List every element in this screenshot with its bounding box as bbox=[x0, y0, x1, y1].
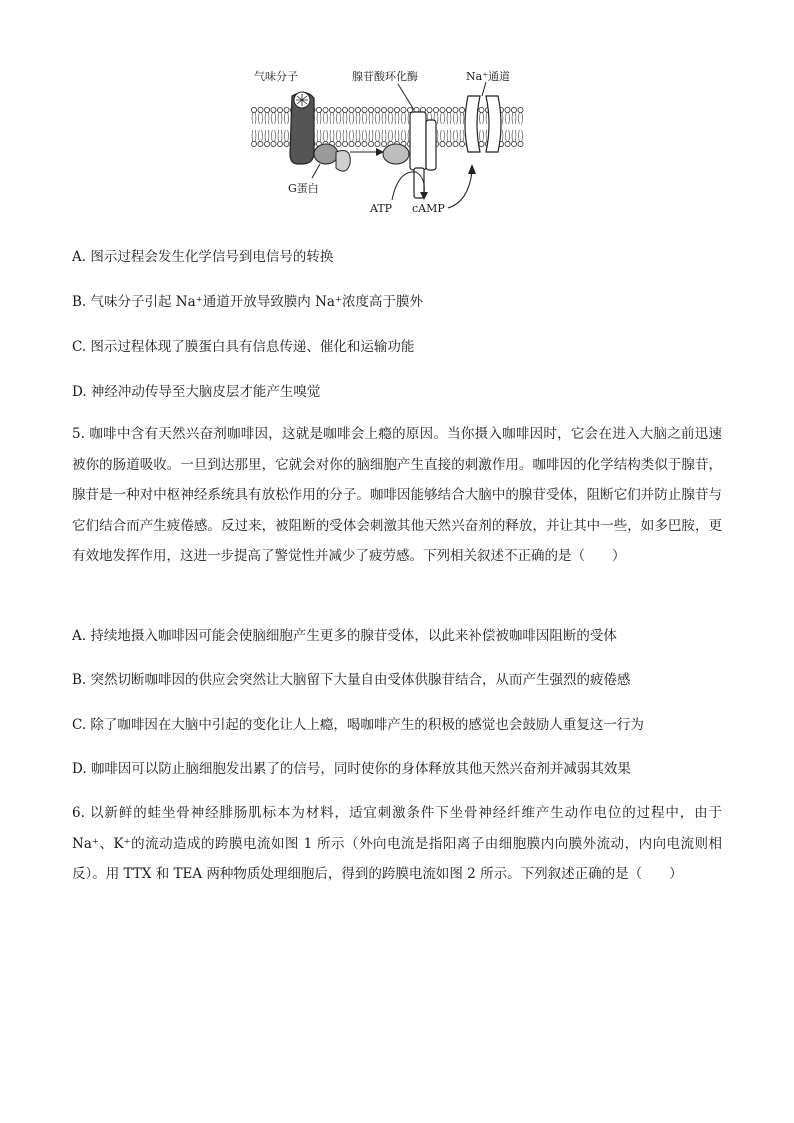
lipid-tail bbox=[463, 113, 464, 124]
lipid-tail bbox=[512, 113, 513, 124]
cyclase-leader bbox=[398, 84, 414, 110]
lipid-tail bbox=[460, 113, 461, 124]
lipid-tail bbox=[457, 130, 458, 141]
lipid-tail bbox=[275, 130, 276, 141]
lipid-head bbox=[453, 107, 458, 112]
g-protein-alpha-active bbox=[383, 144, 409, 164]
lipid-tail bbox=[441, 113, 442, 124]
lipid-tail bbox=[330, 130, 331, 141]
membrane-diagram bbox=[240, 60, 530, 220]
lipid-tail bbox=[402, 130, 403, 141]
g-protein-subunit-alpha bbox=[314, 144, 338, 164]
lipid-tail bbox=[333, 130, 334, 141]
lipid-tail bbox=[346, 113, 347, 124]
lipid-tail bbox=[392, 113, 393, 124]
lipid-tail bbox=[519, 113, 520, 124]
lipid-head bbox=[453, 141, 458, 146]
lipid-head bbox=[349, 107, 354, 112]
lipid-tail bbox=[402, 113, 403, 124]
lipid-tail bbox=[408, 130, 409, 141]
lipid-tail bbox=[255, 130, 256, 141]
lipid-head bbox=[375, 107, 380, 112]
lipid-tail bbox=[359, 130, 360, 141]
lipid-tail bbox=[395, 113, 396, 124]
lipid-tail bbox=[522, 113, 523, 124]
lipid-tail bbox=[324, 113, 325, 124]
na-channel-right bbox=[486, 96, 501, 152]
label-adenylyl-cyclase: 腺苷酸环化酶 bbox=[352, 70, 418, 83]
adenylyl-cyclase-domain bbox=[426, 120, 436, 170]
lipid-tail bbox=[278, 113, 279, 124]
q4-option-d: D. 神经冲动传导至大脑皮层才能产生嗅觉 bbox=[72, 384, 321, 400]
lipid-tail bbox=[405, 130, 406, 141]
lipid-head bbox=[427, 107, 432, 112]
lipid-tail bbox=[356, 113, 357, 124]
lipid-head bbox=[446, 107, 451, 112]
lipid-tail bbox=[519, 130, 520, 141]
lipid-tail bbox=[366, 130, 367, 141]
lipid-head bbox=[401, 107, 406, 112]
lipid-tail bbox=[265, 113, 266, 124]
lipid-tail bbox=[337, 130, 338, 141]
lipid-tail bbox=[509, 130, 510, 141]
lipid-tail bbox=[454, 113, 455, 124]
adenylyl-cyclase bbox=[410, 112, 426, 170]
lipid-tail bbox=[275, 113, 276, 124]
lipid-tail bbox=[353, 113, 354, 124]
lipid-tail bbox=[369, 130, 370, 141]
lipid-tail bbox=[272, 113, 273, 124]
lipid-tail bbox=[444, 113, 445, 124]
lipid-tail bbox=[340, 113, 341, 124]
lipid-tail bbox=[447, 113, 448, 124]
lipid-tail bbox=[372, 113, 373, 124]
lipid-tail bbox=[268, 113, 269, 124]
q4-option-b: B. 气味分子引起 Na⁺通道开放导致膜内 Na⁺浓度高于膜外 bbox=[72, 294, 424, 310]
channel-leader bbox=[482, 82, 486, 96]
lipid-tail bbox=[515, 113, 516, 124]
lipid-tail bbox=[376, 130, 377, 141]
lipid-tail bbox=[506, 130, 507, 141]
label-na-channel: Na⁺通道 bbox=[466, 70, 510, 83]
lipid-tail bbox=[502, 130, 503, 141]
q5-option-b: B. 突然切断咖啡因的供应会突然让大脑留下大量自由受体供腺苷结合，从而产生强烈的疲倦感 bbox=[72, 672, 631, 688]
label-odorant: 气味分子 bbox=[254, 70, 298, 83]
lipid-head bbox=[336, 141, 341, 146]
lipid-head bbox=[518, 141, 523, 146]
lipid-tail bbox=[340, 130, 341, 141]
lipid-head bbox=[251, 107, 256, 112]
lipid-tail bbox=[359, 113, 360, 124]
lipid-tail bbox=[285, 113, 286, 124]
g-protein-leader bbox=[312, 164, 320, 178]
lipid-head bbox=[440, 141, 445, 146]
lipid-tail bbox=[437, 113, 438, 124]
lipid-head bbox=[381, 107, 386, 112]
camp-to-channel-arrow bbox=[448, 172, 472, 208]
lipid-tail bbox=[447, 130, 448, 141]
lipid-head bbox=[368, 107, 373, 112]
lipid-head bbox=[329, 107, 334, 112]
lipid-tail bbox=[333, 113, 334, 124]
lipid-tail bbox=[502, 113, 503, 124]
lipid-tail bbox=[353, 130, 354, 141]
lipid-tail bbox=[317, 113, 318, 124]
lipid-head bbox=[271, 107, 276, 112]
lipid-tail bbox=[450, 130, 451, 141]
lipid-tail bbox=[437, 130, 438, 141]
lipid-head bbox=[264, 141, 269, 146]
lipid-head bbox=[258, 107, 263, 112]
lipid-tail bbox=[522, 130, 523, 141]
lipid-tail bbox=[382, 113, 383, 124]
lipid-tail bbox=[480, 130, 481, 141]
lipid-tail bbox=[356, 130, 357, 141]
lipid-head bbox=[511, 107, 516, 112]
lipid-tail bbox=[337, 113, 338, 124]
lipid-tail bbox=[372, 130, 373, 141]
lipid-tail bbox=[268, 130, 269, 141]
lipid-head bbox=[362, 141, 367, 146]
lipid-tail bbox=[376, 113, 377, 124]
lipid-tail bbox=[382, 130, 383, 141]
lipid-tail bbox=[317, 130, 318, 141]
lipid-tail bbox=[457, 113, 458, 124]
lipid-tail bbox=[252, 113, 253, 124]
q6-stem: 6. 以新鲜的蛙坐骨神经腓肠肌标本为材料，适宜刺激条件下坐骨神经纤维产生动作电位的过程中，由于Na⁺、K⁺的流动造成的跨膜电流如图 1 所示（外向电流是指阳离子由细胞膜内向膜外流动，内向电流则相反）。用 TTX 和 TEA 两种物质处理细胞后，得到的跨膜电流如图 2 所示。下列叙述正确的是（ ） bbox=[72, 805, 722, 882]
lipid-head bbox=[362, 107, 367, 112]
lipid-tail bbox=[385, 130, 386, 141]
lipid-tail bbox=[327, 113, 328, 124]
lipid-tail bbox=[460, 130, 461, 141]
lipid-head bbox=[459, 141, 464, 146]
lipid-head bbox=[381, 141, 386, 146]
lipid-tail bbox=[450, 113, 451, 124]
lipid-head bbox=[355, 107, 360, 112]
lipid-head bbox=[271, 141, 276, 146]
lipid-tail bbox=[506, 113, 507, 124]
lipid-tail bbox=[405, 113, 406, 124]
lipid-head bbox=[446, 141, 451, 146]
lipid-head bbox=[394, 107, 399, 112]
lipid-head bbox=[251, 141, 256, 146]
lipid-tail bbox=[480, 113, 481, 124]
lipid-head bbox=[505, 141, 510, 146]
lipid-head bbox=[323, 107, 328, 112]
lipid-tail bbox=[320, 113, 321, 124]
label-camp: cAMP bbox=[412, 202, 445, 215]
lipid-head bbox=[284, 107, 289, 112]
lipid-head bbox=[375, 141, 380, 146]
lipid-tail bbox=[398, 113, 399, 124]
lipid-tail bbox=[444, 130, 445, 141]
lipid-tail bbox=[509, 113, 510, 124]
lipid-tail bbox=[385, 113, 386, 124]
q5-stem: 5. 咖啡中含有天然兴奋剂咖啡因，这就是咖啡会上瘾的原因。当你摄入咖啡因时，它会在进入大脑之前迅速被你的肠道吸收。一旦到达那里，它就会对你的脑细胞产生直接的刺激作用。咖啡因的化学结构类似于腺苷，腺苷是一种对中枢神经系统具有放松作用的分子。咖啡因能够结合大脑中的腺苷受体，阻断它们并防止腺苷与它们结合而产生疲倦感。反过来，被阻断的受体会刺激其他天然兴奋剂的释放，并让其中一些，如多巴胺，更有效地发挥作用，这进一步提高了警觉性并减少了疲劳感。下列相关叙述不正确的是（ ） bbox=[72, 426, 722, 564]
olfactory-transduction-figure bbox=[240, 60, 530, 220]
lipid-tail bbox=[262, 130, 263, 141]
lipid-head bbox=[479, 141, 484, 146]
lipid-head bbox=[459, 107, 464, 112]
lipid-tail bbox=[512, 130, 513, 141]
lipid-tail bbox=[320, 130, 321, 141]
lipid-tail bbox=[255, 113, 256, 124]
lipid-head bbox=[505, 107, 510, 112]
lipid-tail bbox=[463, 130, 464, 141]
lipid-tail bbox=[515, 130, 516, 141]
lipid-head bbox=[258, 141, 263, 146]
lipid-tail bbox=[346, 130, 347, 141]
label-g-protein: G蛋白 bbox=[288, 182, 319, 195]
lipid-head bbox=[264, 107, 269, 112]
lipid-head bbox=[355, 141, 360, 146]
lipid-tail bbox=[363, 130, 364, 141]
lipid-tail bbox=[259, 130, 260, 141]
lipid-tail bbox=[281, 113, 282, 124]
lipid-head bbox=[518, 107, 523, 112]
lipid-head bbox=[511, 141, 516, 146]
lipid-tail bbox=[486, 130, 487, 141]
lipid-head bbox=[277, 107, 282, 112]
lipid-tail bbox=[363, 113, 364, 124]
lipid-tail bbox=[441, 130, 442, 141]
lipid-tail bbox=[392, 130, 393, 141]
lipid-tail bbox=[350, 130, 351, 141]
lipid-tail bbox=[389, 130, 390, 141]
lipid-tail bbox=[343, 113, 344, 124]
lipid-tail bbox=[379, 113, 380, 124]
lipid-tail bbox=[281, 130, 282, 141]
lipid-head bbox=[349, 141, 354, 146]
lipid-head bbox=[368, 141, 373, 146]
lipid-tail bbox=[324, 130, 325, 141]
camp-to-channel-arrowhead bbox=[468, 164, 476, 174]
lipid-tail bbox=[327, 130, 328, 141]
lipid-tail bbox=[454, 130, 455, 141]
q5-option-d: D. 咖啡因可以防止脑细胞发出累了的信号，同时使你的身体释放其他天然兴奋剂并减弱其效果 bbox=[72, 761, 631, 777]
lipid-tail bbox=[278, 130, 279, 141]
lipid-tail bbox=[272, 130, 273, 141]
lipid-tail bbox=[408, 113, 409, 124]
lipid-tail bbox=[265, 130, 266, 141]
lipid-head bbox=[316, 107, 321, 112]
lipid-head bbox=[433, 107, 438, 112]
lipid-head bbox=[479, 107, 484, 112]
lipid-tail bbox=[379, 130, 380, 141]
q4-option-a: A. 图示过程会发生化学信号到电信号的转换 bbox=[72, 249, 334, 265]
lipid-head bbox=[342, 141, 347, 146]
lipid-tail bbox=[330, 113, 331, 124]
lipid-tail bbox=[389, 113, 390, 124]
lipid-tail bbox=[366, 113, 367, 124]
q4-option-c: C. 图示过程体现了膜蛋白具有信息传递、催化和运输功能 bbox=[72, 339, 415, 355]
lipid-head bbox=[440, 107, 445, 112]
q5-option-a: A. 持续地摄入咖啡因可能会使脑细胞产生更多的腺苷受体，以此来补偿被咖啡因阻断的受体 bbox=[72, 628, 617, 644]
lipid-tail bbox=[259, 113, 260, 124]
lipid-tail bbox=[343, 130, 344, 141]
lipid-tail bbox=[483, 130, 484, 141]
lipid-tail bbox=[483, 113, 484, 124]
label-atp: ATP bbox=[370, 202, 393, 215]
lipid-tail bbox=[252, 130, 253, 141]
q5-option-c: C. 除了咖啡因在大脑中引起的变化让人上瘾，喝咖啡产生的积极的感觉也会鼓励人重复这一行为 bbox=[72, 717, 644, 733]
lipid-tail bbox=[262, 113, 263, 124]
lipid-tail bbox=[350, 113, 351, 124]
g-protein-subunit-beta bbox=[336, 151, 350, 172]
lipid-head bbox=[388, 107, 393, 112]
lipid-tail bbox=[285, 130, 286, 141]
lipid-tail bbox=[486, 113, 487, 124]
lipid-head bbox=[284, 141, 289, 146]
lipid-tail bbox=[398, 130, 399, 141]
lipid-tail bbox=[288, 130, 289, 141]
lipid-tail bbox=[288, 113, 289, 124]
na-channel-left bbox=[465, 96, 480, 152]
lipid-tail bbox=[395, 130, 396, 141]
lipid-head bbox=[342, 107, 347, 112]
lipid-head bbox=[336, 107, 341, 112]
lipid-tail bbox=[369, 113, 370, 124]
lipid-head bbox=[277, 141, 282, 146]
